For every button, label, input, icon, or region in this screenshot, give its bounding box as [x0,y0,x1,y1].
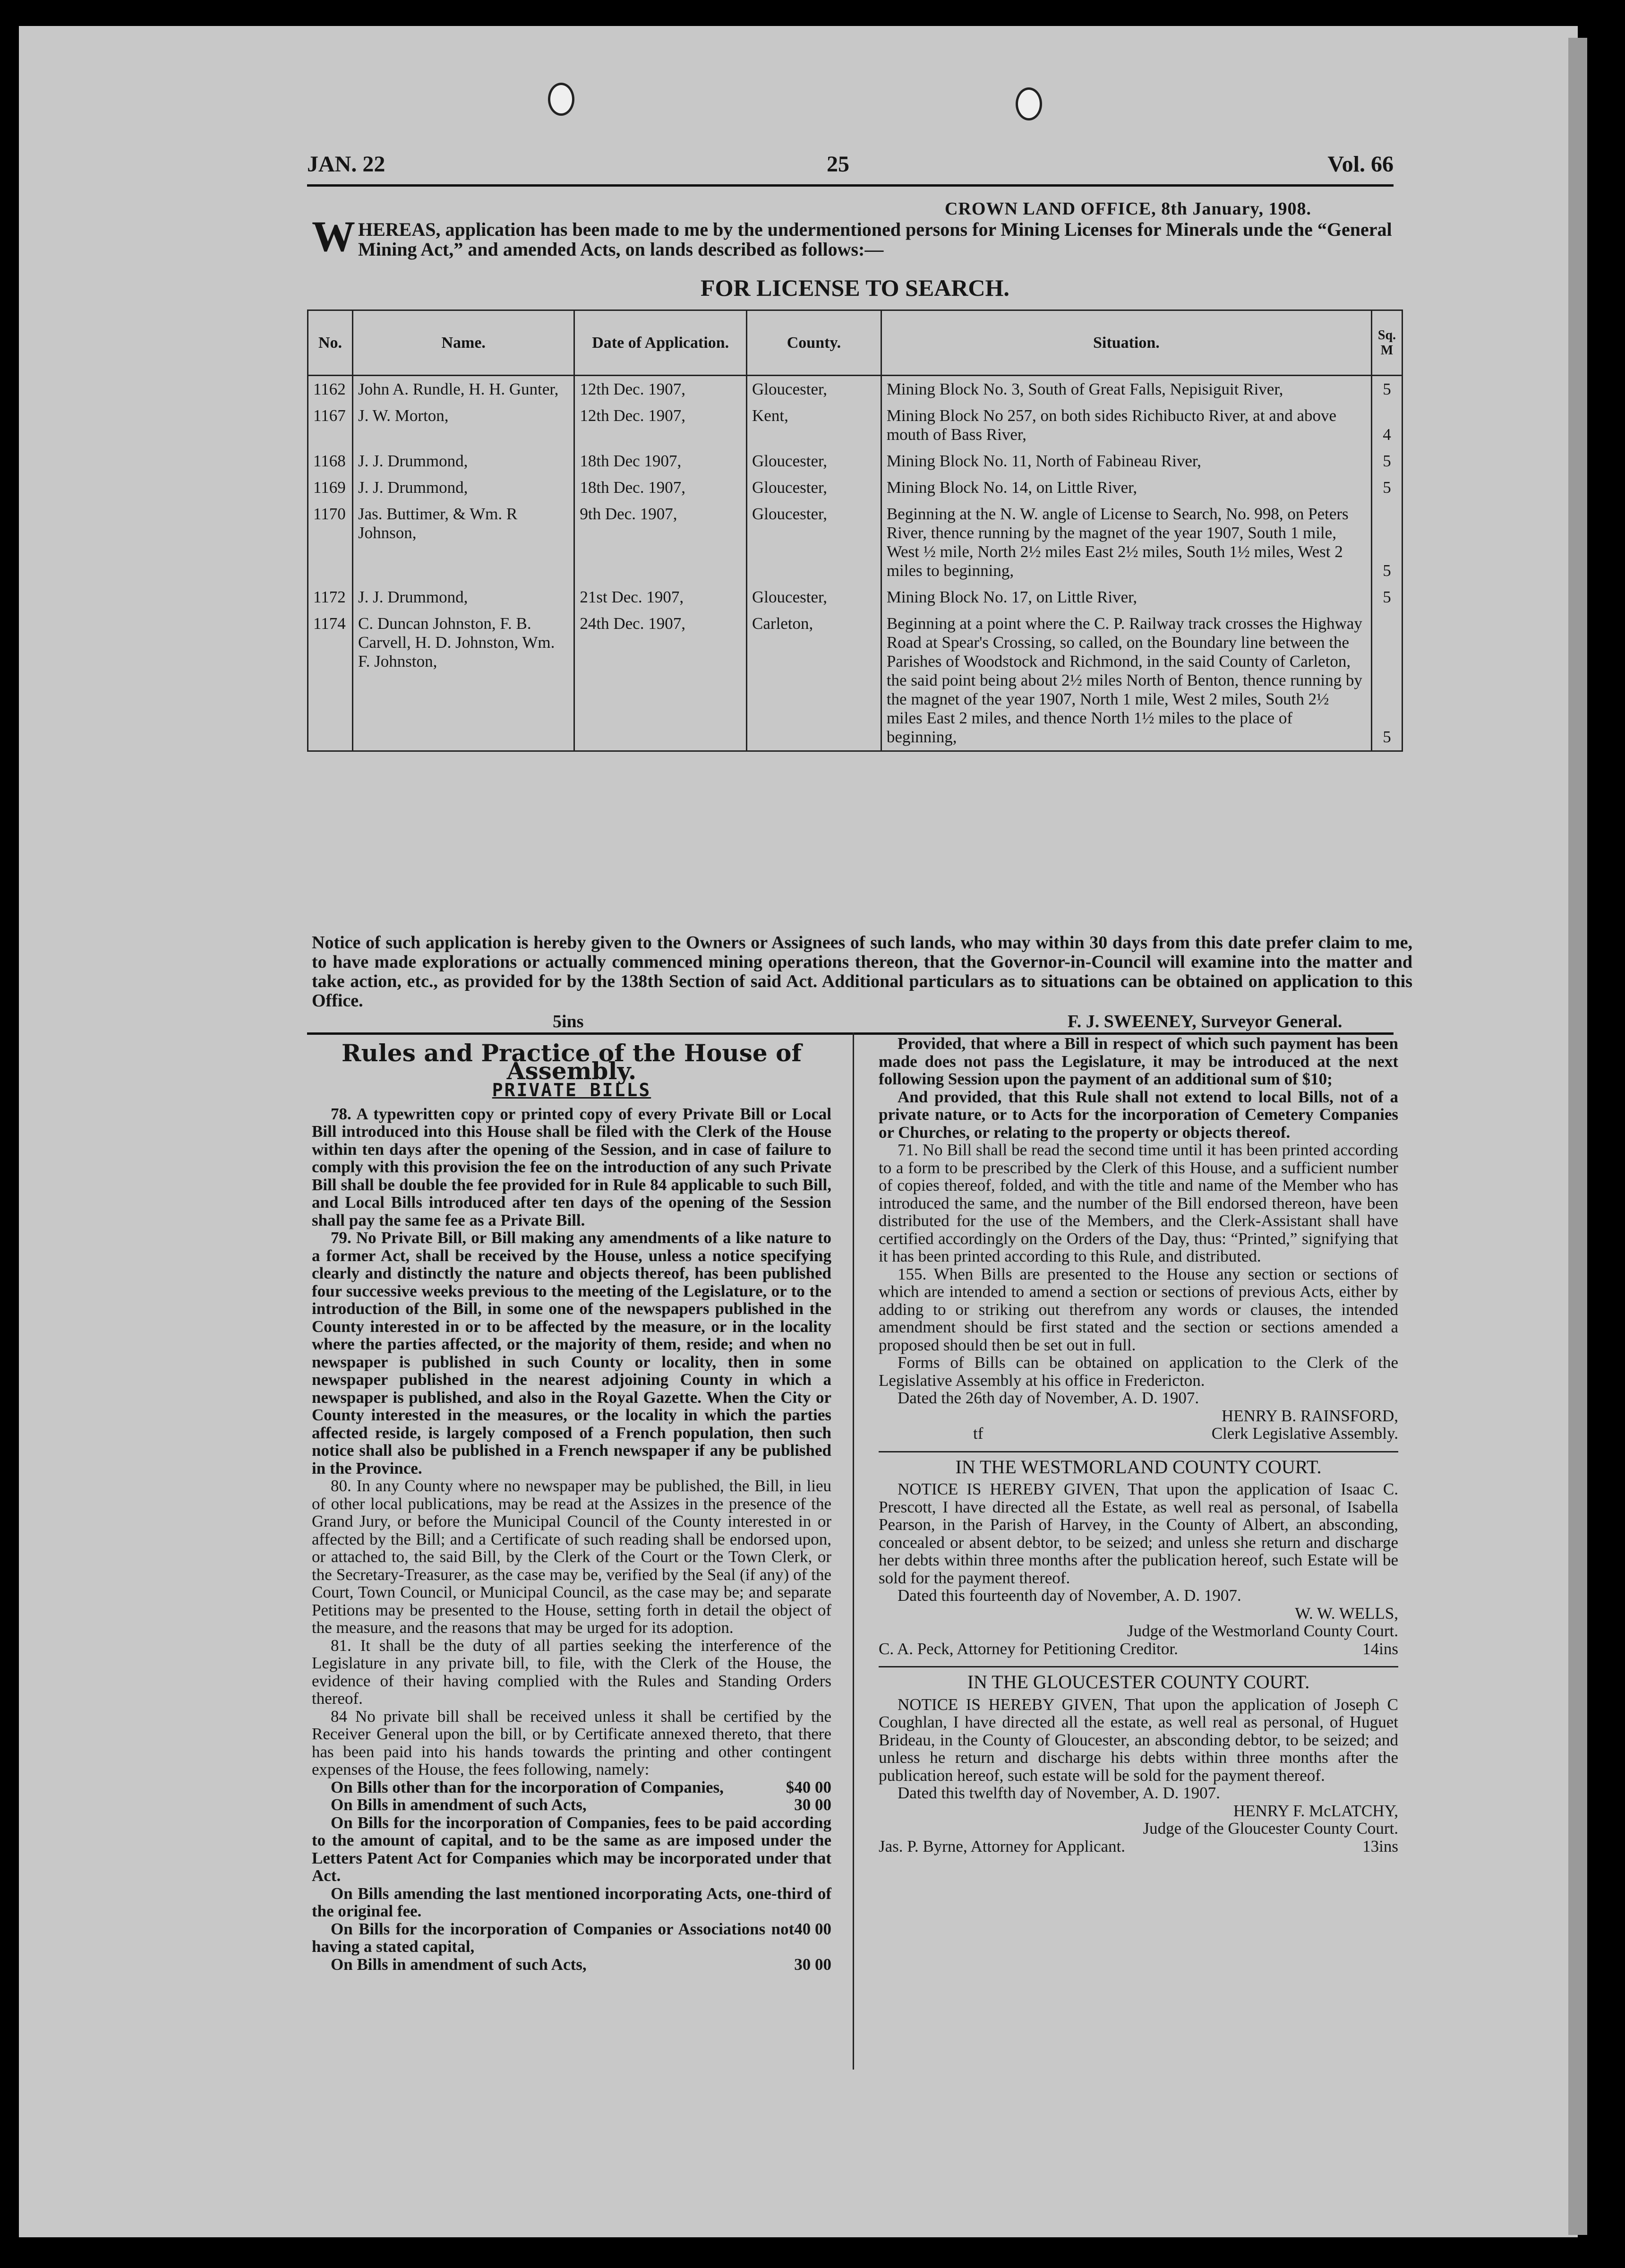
fee-amount: 40 00 [794,1919,831,1938]
application-date: 9th Dec. 1907, [574,501,747,584]
rule-79: 79. No Private Bill, or Bill making any amendments of a like nature to a former Act, shall be received by the House, unless a notice specifying clearly and distinctly the nature and objects thereof, has been published four successive weeks previous to the meeting of the Legislature, or to the introduction of the Bill, in some one of the newspapers published in the County interested in or to be affected by the measure, or in the locality where the parties affected, or the majority of them, reside; and when no newspaper is published in such County or locality, then in some newspaper published in the nearest adjoining County in which a newspaper is published, and also in the Royal Gazette. When the City or County interested in the measures, or the locality in which the parties affected reside, is largely composed of a French population, then such notice shall also be published in a French newspaper if any be published in the Province. [312,1228,831,1478]
square-miles: 5 [1371,376,1402,403]
square-miles: 5 [1371,448,1402,474]
license-no: 1174 [308,610,353,751]
whereas-paragraph [312,212,1427,260]
fee-text: On Bills for the incorporation of Companies, fees to be paid according to the amount of capital, and to be the same as are imposed under the Letters Patent Act for Companies which may be incorporated under that Act. [312,1813,831,1885]
county: Gloucester, [747,501,881,584]
rules-signer-line [879,1425,1398,1443]
license-row [308,403,1403,448]
col-header-name: Name. [352,310,574,376]
license-no: 1172 [308,584,353,610]
col-header-sq: Sq. M [1371,310,1402,376]
situation: Mining Block No. 3, South of Great Falls, Nepisiguit River, [881,376,1371,403]
westmorland-attorney: C. A. Peck, Attorney for Petitioning Creditor. [879,1639,1178,1658]
gloucester-ins: 13ins [1362,1837,1398,1856]
fee-amount: 30 00 [794,1796,831,1814]
rules-dated: Dated the 26th day of November, A. D. 1907. [898,1389,1199,1407]
square-miles: 5 [1371,610,1402,751]
applicant-name: J. J. Drummond, [352,584,574,610]
license-no: 1162 [308,376,353,403]
situation: Mining Block No. 11, North of Fabineau River, [881,448,1371,474]
rule-78: 78. A typewritten copy or printed copy of every Private Bill or Local Bill introduced into this House shall be filed with the Clerk of the House within ten days after the opening of the Session, and in case of failure to comply with this provision the fee on the introduction of any such Private Bill shall be double the fee provided for in Rule 84 applicable to such Bill, and Local Bills introduced after ten days of the opening of the Session shall pay the same fee as a Private Bill. [312,1104,831,1229]
rules-title: Rules and Practice of the House of Assembly. [341,1039,802,1085]
proviso-1: Provided, that where a Bill in respect of which such payment has been made does not pass the Legislature, it may be introduced at the next following Session upon the payment of an additional sum of $10; [879,1034,1398,1088]
crown-office-line: CROWN LAND OFFICE, 8th January, 1908. [945,199,1311,219]
rule-84: 84 No private bill shall be received unless it shall be certified by the Receiver General upon the bill, or by Certificate annexed thereto, that there has been paid into his hands towards the printing and other contingent expenses of the House, the fees following, namely: [312,1707,831,1778]
fee-item [312,1956,831,1974]
column-divider [853,1032,854,2070]
applicant-name: J. J. Drummond, [352,474,574,501]
fee-text: On Bills amending the last mentioned incorporating Acts, one-third of the original fee. [312,1884,831,1920]
fee-item [312,1920,831,1956]
header-rule [307,184,1394,187]
fee-item [312,1814,831,1885]
situation: Beginning at a point where the C. P. Railway track crosses the Highway Road at Spear's Crossing, so called, on the Boundary line between the Parishes of Woodstock and Richmond, in the said County of Carleton, the said point being about 2½ miles North of Benton, thence running by the magnet of the year 1907, North 1 mile, West 2 miles, South 2½ miles East 2 miles, and thence North 1½ miles to the place of beginning, [881,610,1371,751]
newspaper-page [19,26,1578,2237]
tf-mark: tf [973,1424,984,1443]
rules-column [312,1035,831,1973]
fee-text: On Bills for the incorporation of Companies or Associations not having a stated capital, [312,1919,795,1956]
license-no: 1167 [308,403,353,448]
proviso-2: And provided, that this Rule shall not extend to local Bills, not of a private nature, or to Acts for the incorporation of Cemetery Companies or Churches, or relating to the property or objects thereof. [879,1087,1398,1142]
license-row [308,448,1403,474]
section-title: FOR LICENSE TO SEARCH. [701,275,1009,301]
fee-item [312,1796,831,1814]
rules-subtitle: PRIVATE BILLS [492,1080,651,1100]
application-date: 12th Dec. 1907, [574,376,747,403]
gloucester-judge-title: Judge of the Gloucester County Court. [1143,1819,1398,1838]
situation: Mining Block No. 17, on Little River, [881,584,1371,610]
square-miles: 5 [1371,501,1402,584]
binding-hole-left [548,83,574,116]
rules-signer-title: Clerk Legislative Assembly. [1211,1424,1398,1443]
insertions-count: 5ins [553,1012,584,1031]
county: Gloucester, [747,474,881,501]
forms-note: Forms of Bills can be obtained on application to the Clerk of the Legislative Assembly at his office in Fredericton. [879,1353,1398,1390]
right-column [879,1035,1398,1855]
applicant-name: J. J. Drummond, [352,448,574,474]
surveyor-signature: F. J. SWEENEY, Surveyor General. [1068,1012,1343,1031]
gloucester-attorney: Jas. P. Byrne, Attorney for Applicant. [879,1837,1126,1856]
application-date: 18th Dec 1907, [574,448,747,474]
applicant-name: John A. Rundle, H. H. Gunter, [352,376,574,403]
fee-item [312,1778,831,1796]
fee-text: On Bills in amendment of such Acts, [331,1796,587,1814]
fee-text: On Bills other than for the incorporation of Companies, [331,1778,724,1796]
westmorland-body: NOTICE IS HEREBY GIVEN, That upon the application of Isaac C. Prescott, I have directed all the Estate, as well real as personal, of Isabella Pearson, in the Parish of Harvey, in the County of Albert, an absconding, concealed or absent debtor, to be seized; and unless she return and discharge her debts within three months after the publication hereof, such Estate will be sold for the payment thereof. [879,1480,1398,1587]
license-no: 1170 [308,501,353,584]
situation: Mining Block No 257, on both sides Richibucto River, at and above mouth of Bass River, [881,403,1371,448]
county: Gloucester, [747,376,881,403]
binding-hole-right [1016,87,1042,120]
square-miles: 5 [1371,474,1402,501]
license-table [307,309,1403,752]
issue-date: JAN. 22 [307,152,385,177]
county: Gloucester, [747,584,881,610]
license-row [308,501,1403,584]
fee-amount: $40 00 [786,1778,831,1796]
fee-amount: 30 00 [794,1955,831,1974]
westmorland-judge-title: Judge of the Westmorland County Court. [1127,1622,1398,1640]
drop-cap: W [312,212,355,260]
application-date: 12th Dec. 1907, [574,403,747,448]
application-date: 24th Dec. 1907, [574,610,747,751]
westmorland-attorney-line [879,1640,1398,1658]
gloucester-dated: Dated this twelfth day of November, A. D. 1907. [898,1784,1220,1802]
situation: Beginning at the N. W. angle of License to Search, No. 998, on Peters River, thence running by the magnet of the year 1907, South 1 mile, West ½ mile, North 2½ miles East 2½ miles, South 1½ miles, West 2 miles to beginning, [881,501,1371,584]
rule-81: 81. It shall be the duty of all parties seeking the interference of the Legislature in any private bill, to file, with the Clerk of the House, the evidence of their having complied with the Rules and Standing Orders thereof. [312,1636,831,1708]
rule-71: 71. No Bill shall be read the second time until it has been printed according to a form to be prescribed by the Clerk of this House, and a sufficient number of copies thereof, folded, and with the title and name of the Member who has introduced the same, and the number of the Bill endorsed thereon, have been distributed for the use of the Members, and the Clerk-Assistant shall have certified accordingly on the Orders of the Day, thus: “Printed,” signifying that it has been printed according to this Rule, and distributed. [879,1141,1398,1265]
rules-signer: HENRY B. RAINSFORD, [1221,1406,1398,1425]
page-number: 25 [827,152,849,177]
gloucester-body: NOTICE IS HEREBY GIVEN, That upon the application of Joseph C Coughlan, I have directed all the estate, as well real as personal, of Huguet Brideau, in the County of Gloucester, an absconding debtor, to be seized; and unless he return and discharge his debts within three months after the publication hereof, such estate will be sold for the payment thereof. [879,1695,1398,1785]
county: Gloucester, [747,448,881,474]
applicant-name: J. W. Morton, [352,403,574,448]
license-no: 1168 [308,448,353,474]
license-row [308,376,1403,403]
volume-number: Vol. 66 [1327,152,1394,177]
county: Kent, [747,403,881,448]
westmorland-judge: W. W. WELLS, [1295,1604,1398,1623]
application-date: 21st Dec. 1907, [574,584,747,610]
whereas-text: HEREAS, application has been made to me by the undermentioned persons for Mining Licenses for Minerals unde the “General Mining Act,” and amended Acts, on lands described as follows:— [358,219,1392,260]
license-row [308,610,1403,751]
applicant-name: Jas. Buttimer, & Wm. R Johnson, [352,501,574,584]
notice-paragraph: Notice of such application is hereby given to the Owners or Assignees of such lands, who may within 30 days from this date prefer claim to me, to have made explorations or actually commenced mining operations thereon, that the Governor-in-Council will examine into the matter and take action, etc., as provided for by the 138th Section of said Act. Additional particulars as to situations can be obtained on application to this Office. [312,933,1412,1011]
application-date: 18th Dec. 1907, [574,474,747,501]
col-header-county: County. [747,310,881,376]
rule-80: 80. In any County where no newspaper may be published, the Bill, in lieu of other local publications, may be read at the Assizes in the presence of the Grand Jury, or before the Municipal Council of the County interested in or affected by the Bill; and a Certificate of such reading shall be endorsed upon, or attached to, the said Bill, by the Clerk of the Court or the Town Clerk, or the Secretary-Treasurer, as the case may be, verified by the Seal (if any) of the Court, Town Council, or Municipal Council, as the case may be; and separate Petitions may be presented to the House, setting forth in detail the object of the measure, and the reasons that may be urged for its adoption. [312,1477,831,1637]
col-header-situation: Situation. [881,310,1371,376]
fee-list [312,1778,831,1974]
page-edge [1568,38,1587,2235]
applicant-name: C. Duncan Johnston, F. B. Carvell, H. D. Johnston, Wm. F. Johnston, [352,610,574,751]
westmorland-dated: Dated this fourteenth day of November, A. D. 1907. [898,1586,1241,1605]
situation: Mining Block No. 14, on Little River, [881,474,1371,501]
license-row [308,584,1403,610]
col-header-no: No. [308,310,353,376]
col-header-date: Date of Application. [574,310,747,376]
license-row [308,474,1403,501]
license-no: 1169 [308,474,353,501]
county: Carleton, [747,610,881,751]
fee-text: On Bills in amendment of such Acts, [331,1955,587,1974]
rule-155: 155. When Bills are presented to the House any section or sections of which are intended to amend a section or sections of previous Acts, either by adding to or striking out therefrom any words or clauses, the intended amendment should be first stated and the section or sections amended a proposed should then be set out in full. [879,1264,1398,1354]
gloucester-attorney-line [879,1838,1398,1856]
westmorland-ins: 14ins [1362,1639,1398,1658]
westmorland-title: IN THE WESTMORLAND COUNTY COURT. [879,1451,1398,1476]
square-miles: 4 [1371,403,1402,448]
square-miles: 5 [1371,584,1402,610]
gloucester-title: IN THE GLOUCESTER COUNTY COURT. [879,1666,1398,1691]
fee-item [312,1885,831,1920]
gloucester-judge: HENRY F. McLATCHY, [1233,1801,1398,1820]
page-header [307,151,1394,184]
